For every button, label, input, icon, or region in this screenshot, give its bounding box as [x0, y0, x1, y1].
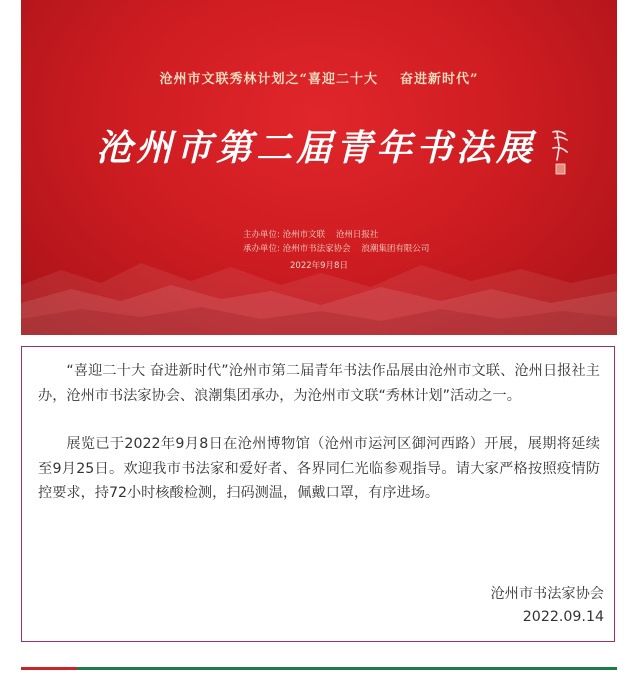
banner-title: 沧州市第二届青年书法展 — [95, 127, 536, 169]
host-row — [243, 228, 429, 242]
notice-box — [21, 346, 615, 642]
organizer-row — [243, 242, 429, 256]
divider-green-segment — [77, 667, 617, 670]
calligraphy-signature-seal-icon — [549, 128, 571, 176]
notice-signature-block — [490, 583, 604, 629]
divider-red-segment — [21, 667, 77, 670]
host-label: 主办单位: — [243, 230, 280, 240]
banner-date: 2022年9月8日 — [290, 261, 348, 271]
signature-organization: 沧州市书法家协会 — [490, 586, 604, 602]
notice-paragraph-2: 展览已于2022年9月8日在沧州博物馆（沧州市运河区御河西路）开展，展期将延续至9月25日。欢迎我市书法家和爱好者、各界同仁光临参观指导。请大家严格按照疫情防控要求，持72小时核酸检测，扫码测温，佩戴口罩，有序进场。 — [38, 436, 600, 501]
notice-paragraph-1: “喜迎二十大 奋进新时代”沧州市第二届青年书法作品展由沧州市文联、沧州日报社主办，沧州市书法家协会、浪潮集团承办，为沧州市文联“秀林计划”活动之一。 — [38, 363, 600, 404]
signature-date: 2022.09.14 — [522, 609, 604, 625]
exhibition-banner — [21, 0, 617, 335]
banner-organizer-info — [243, 228, 429, 256]
organizer-label: 承办单位: — [243, 244, 280, 254]
host-value: 沧州市文联 沧州日报社 — [282, 230, 379, 240]
organizer-value: 沧州市书法家协会 浪潮集团有限公司 — [282, 244, 430, 254]
bottom-divider — [21, 667, 617, 670]
banner-subtitle: 沧州市文联秀林计划之“喜迎二十大 奋进新时代” — [159, 72, 479, 87]
